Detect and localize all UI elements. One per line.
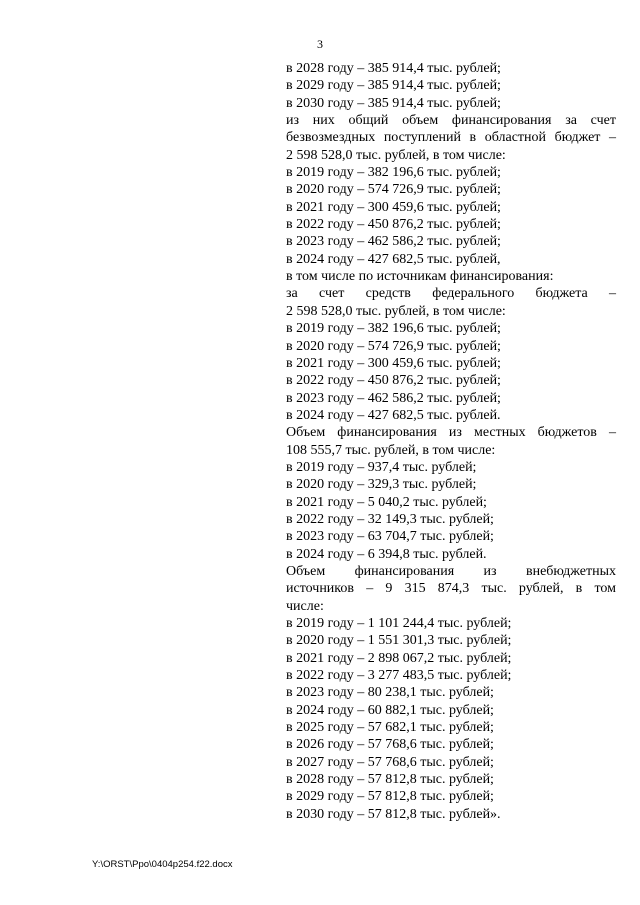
text-line: в 2030 году – 57 812,8 тыс. рублей». [286,806,501,822]
footer-file-path: Y:\ORST\Ppo\0404p254.f22.docx [92,859,233,870]
text-line: из них общий объем финансирования за счет [286,113,616,129]
text-line: в 2030 году – 385 914,4 тыс. рублей; [286,95,501,111]
text-line: в 2019 году – 382 196,6 тыс. рублей; [286,321,501,337]
text-line: 2 598 528,0 тыс. рублей, в том числе: [286,303,506,319]
text-line: 2 598 528,0 тыс. рублей, в том числе: [286,147,506,163]
text-line: за счет средств федерального бюджета – [286,286,616,302]
text-line: источников – 9 315 874,3 тыс. рублей, в том [286,581,616,597]
text-line: в 2023 году – 63 704,7 тыс. рублей; [286,529,494,545]
text-line: в 2023 году – 462 586,2 тыс. рублей; [286,390,501,406]
text-line: в 2023 году – 462 586,2 тыс. рублей; [286,234,501,250]
text-line: в 2019 году – 382 196,6 тыс. рублей; [286,165,501,181]
text-line: в 2020 году – 574 726,9 тыс. рублей; [286,182,501,198]
text-line: в 2029 году – 385 914,4 тыс. рублей; [286,78,501,94]
text-line: в 2022 году – 32 149,3 тыс. рублей; [286,511,494,527]
text-line: в 2021 году – 2 898 067,2 тыс. рублей; [286,650,512,666]
text-line: в 2021 году – 300 459,6 тыс. рублей; [286,355,501,371]
text-line: в 2022 году – 450 876,2 тыс. рублей; [286,217,501,233]
text-line: Объем финансирования из местных бюджетов – [286,425,616,441]
text-line: в 2024 году – 6 394,8 тыс. рублей. [286,546,487,562]
text-line: в 2022 году – 450 876,2 тыс. рублей; [286,373,501,389]
document-body [286,60,616,823]
text-line: в 2020 году – 574 726,9 тыс. рублей; [286,338,501,354]
text-line: в 2027 году – 57 768,6 тыс. рублей; [286,754,494,770]
text-line: в 2022 году – 3 277 483,5 тыс. рублей; [286,668,512,684]
text-line: в 2020 году – 329,3 тыс. рублей; [286,477,477,493]
text-line: в 2024 году – 427 682,5 тыс. рублей, [286,251,501,267]
text-line: в 2024 году – 427 682,5 тыс. рублей. [286,407,501,423]
text-line: в 2029 году – 57 812,8 тыс. рублей; [286,789,494,805]
text-line: в том числе по источникам финансирования: [286,269,554,285]
text-line: в 2020 году – 1 551 301,3 тыс. рублей; [286,633,512,649]
text-line: в 2025 году – 57 682,1 тыс. рублей; [286,720,494,736]
text-line: безвозмездных поступлений в областной бюджет – [286,130,616,146]
text-line: числе: [286,598,324,614]
text-line: в 2021 году – 300 459,6 тыс. рублей; [286,199,501,215]
text-line: в 2021 году – 5 040,2 тыс. рублей; [286,494,487,510]
text-line: Объем финансирования из внебюджетных [286,563,616,579]
text-line: в 2023 году – 80 238,1 тыс. рублей; [286,685,494,701]
text-line: в 2024 году – 60 882,1 тыс. рублей; [286,702,494,718]
text-line: в 2019 году – 937,4 тыс. рублей; [286,459,477,475]
text-line: в 2028 году – 57 812,8 тыс. рублей; [286,772,494,788]
text-line: 108 555,7 тыс. рублей, в том числе: [286,442,496,458]
text-line: в 2028 году – 385 914,4 тыс. рублей; [286,61,501,76]
text-line: в 2019 году – 1 101 244,4 тыс. рублей; [286,616,512,631]
page-number: 3 [317,37,323,51]
text-line: в 2026 году – 57 768,6 тыс. рублей; [286,737,494,753]
